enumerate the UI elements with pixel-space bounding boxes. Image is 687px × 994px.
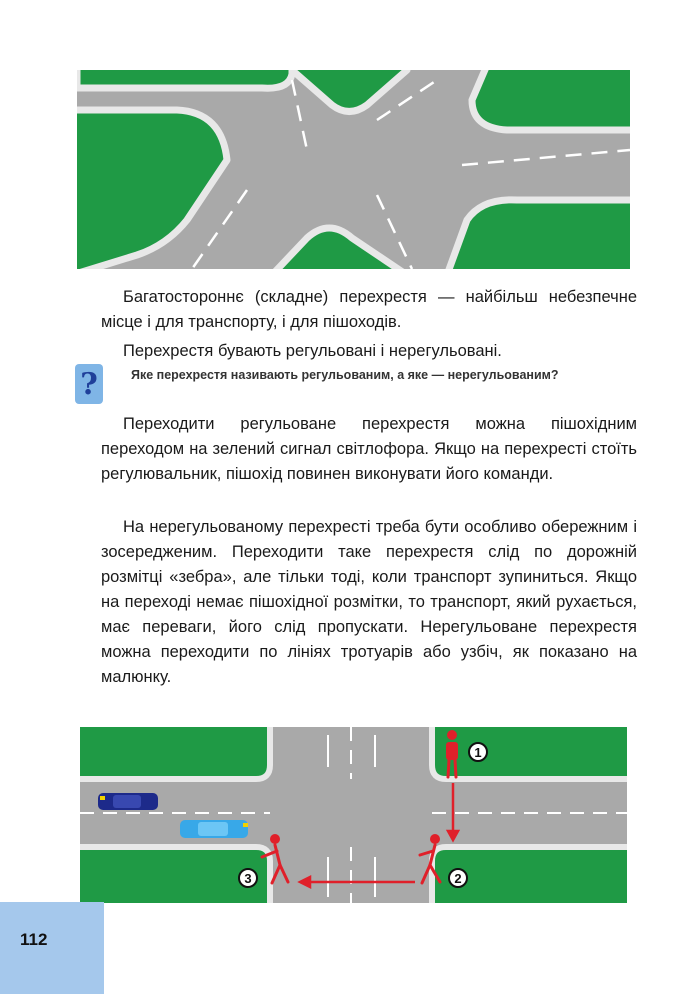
car-light-blue (180, 820, 248, 838)
grass-top-right (472, 70, 630, 130)
paragraph-intersection-types: Перехрестя бувають регульовані і нерегульовані. (123, 342, 502, 360)
marker-3-label: 3 (244, 871, 252, 886)
paragraph-complex-intersection: Багатостороннє (складне) перехрестя — найбільш небезпечне місце і для транспорту, і для пішоходів. (101, 288, 637, 331)
paragraph-regulated-crossing: Переходити регульоване перехрестя можна пішохідним переходом на зелений сигнал світлофора. Якщо на перехресті стоїть регулювальник, пішохід повинен виконувати його команди. (101, 415, 637, 483)
intersection-illustration-top (77, 70, 630, 269)
marker-1-label: 1 (474, 745, 482, 760)
intersection-illustration-bottom (80, 727, 627, 903)
question-mark-icon: ? (75, 364, 103, 404)
question-block (75, 364, 637, 408)
grass-top-left (77, 70, 292, 88)
marker-2 (449, 869, 467, 887)
grass-bottom-right (447, 200, 630, 269)
page-number-tab (0, 902, 104, 994)
marker-2-label: 2 (454, 871, 462, 886)
page-number: 112 (20, 930, 48, 949)
marker-3 (239, 869, 257, 887)
marker-1 (469, 743, 487, 761)
paragraph-unregulated-crossing: На нерегульованому перехресті треба бути особливо обережним і зосередженим. Переходити таке перехрестя слід по дорожній розмітці «зебра», але тільки тоді, коли транспорт зупиниться. Якщо на переході немає пішохідної розмітки, то транспорт, який рухається, має переваги, його слід пропускати. Нерегульоване перехрестя можна переходити по лініях тротуарів або узбіч, як показано на малюнку. (101, 518, 637, 686)
car-dark-blue (98, 793, 158, 810)
grass-top-left (80, 727, 270, 779)
question-text: Яке перехрестя називають регульованим, а яке — нерегульованим? (131, 368, 559, 382)
grass-top-right (432, 727, 627, 779)
